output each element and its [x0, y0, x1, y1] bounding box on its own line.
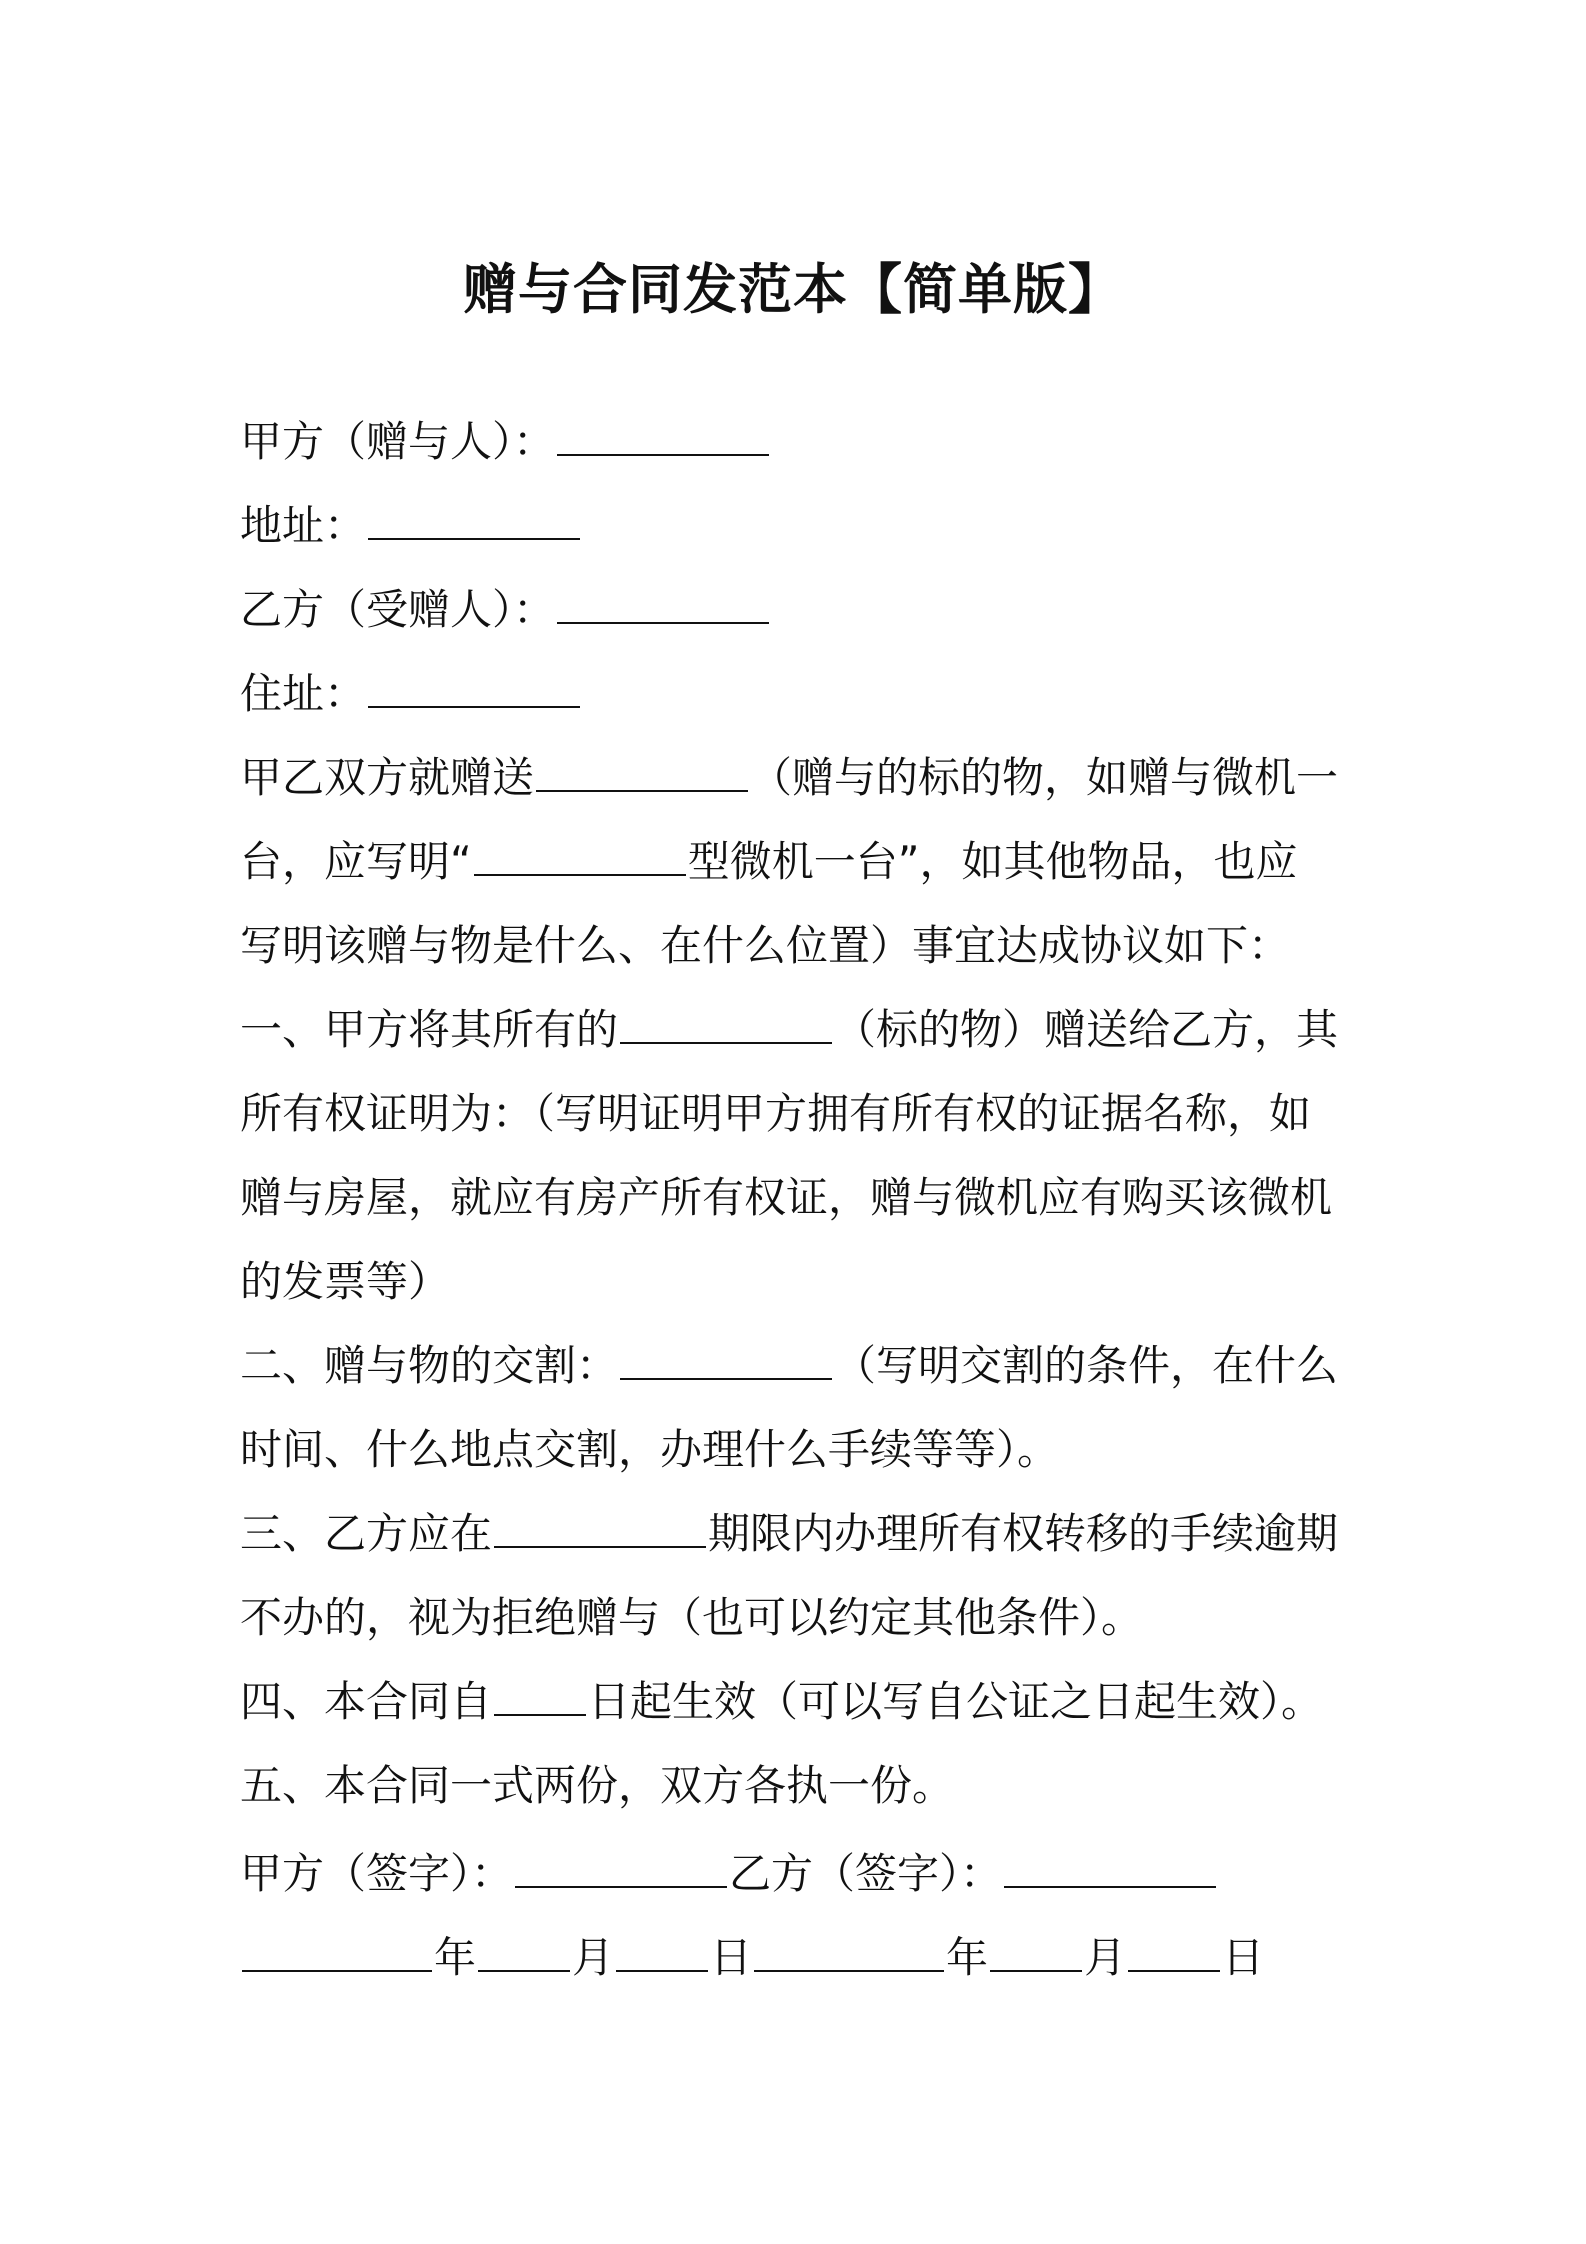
party-a-address-blank[interactable] [368, 504, 580, 540]
clause-1-line-1 [240, 988, 1355, 1072]
party-a-blank[interactable] [557, 420, 769, 456]
intro-text: 型微机一台”，如其他物品，也应 [687, 837, 1298, 886]
party-b-sign-blank[interactable] [1004, 1852, 1216, 1888]
day-label: 日 [710, 1933, 753, 1982]
year-label: 年 [946, 1933, 989, 1982]
clause-4-line [240, 1660, 1355, 1744]
intro-text: 台，应写明“ [240, 837, 472, 886]
gift-item-blank[interactable] [536, 756, 748, 792]
party-a-year-blank[interactable] [242, 1936, 432, 1972]
document-body [240, 400, 1355, 2000]
day-label: 日 [1222, 1933, 1265, 1982]
clause-text: 日起生效（可以写自公证之日起生效）。 [588, 1677, 1324, 1726]
party-b-month-blank[interactable] [990, 1936, 1082, 1972]
clause-3-line-2 [240, 1576, 1355, 1660]
party-a-day-blank[interactable] [616, 1936, 708, 1972]
party-a-address-label: 地址： [240, 501, 367, 550]
party-b-address-label: 住址： [240, 669, 367, 718]
clause-text: 赠与房屋，就应有房产所有权证，赠与微机应有购买该微机 [240, 1173, 1333, 1222]
signature-line [240, 1832, 1355, 1916]
clause-5-line [240, 1744, 1355, 1828]
clause-text: 三、乙方应在 [240, 1509, 493, 1558]
intro-line-1 [240, 736, 1355, 820]
clause-text: 四、本合同自 [240, 1677, 493, 1726]
party-b-line [240, 568, 1355, 652]
intro-text: 甲乙双方就赠送 [240, 753, 535, 802]
clause-2-line-2 [240, 1408, 1355, 1492]
party-b-label: 乙方（受赠人）： [240, 585, 556, 634]
clause-text: 所有权证明为：（写明证明甲方拥有所有权的证据名称，如 [240, 1089, 1312, 1138]
clause-1-blank[interactable] [620, 1008, 832, 1044]
month-label: 月 [1084, 1933, 1127, 1982]
clause-text: 一、甲方将其所有的 [240, 1005, 619, 1054]
clause-text: （写明交割的条件，在什么 [834, 1341, 1339, 1390]
date-line [240, 1916, 1355, 2000]
party-a-sign-blank[interactable] [515, 1852, 727, 1888]
month-label: 月 [572, 1933, 615, 1982]
party-a-line [240, 400, 1355, 484]
clause-text: 的发票等） [240, 1257, 451, 1306]
clause-3-blank[interactable] [494, 1512, 706, 1548]
clause-2-blank[interactable] [620, 1344, 832, 1380]
clause-1-line-4 [240, 1240, 1355, 1324]
clause-text: 二、赠与物的交割： [240, 1341, 619, 1390]
model-blank[interactable] [474, 840, 686, 876]
clause-text: 时间、什么地点交割，办理什么手续等等）。 [240, 1425, 1060, 1474]
clause-text: （标的物）赠送给乙方，其 [834, 1005, 1339, 1054]
year-label: 年 [434, 1933, 477, 1982]
party-b-sign-label: 乙方（签字）： [729, 1849, 1003, 1898]
party-a-month-blank[interactable] [478, 1936, 570, 1972]
party-b-address-line [240, 652, 1355, 736]
party-b-address-blank[interactable] [368, 672, 580, 708]
clause-text: 不办的，视为拒绝赠与（也可以约定其他条件）。 [240, 1593, 1144, 1642]
intro-text: （赠与的标的物，如赠与微机一 [750, 753, 1339, 802]
clause-1-line-3 [240, 1156, 1355, 1240]
clause-4-blank[interactable] [494, 1680, 586, 1716]
party-a-address-line [240, 484, 1355, 568]
party-b-year-blank[interactable] [754, 1936, 944, 1972]
clause-2-line-1 [240, 1324, 1355, 1408]
intro-text: 写明该赠与物是什么、在什么位置）事宜达成协议如下： [240, 921, 1291, 970]
clause-3-line-1 [240, 1492, 1355, 1576]
intro-line-2 [240, 820, 1355, 904]
clause-text: 期限内办理所有权转移的手续逾期 [708, 1509, 1339, 1558]
party-a-label: 甲方（赠与人）： [240, 417, 556, 466]
party-b-day-blank[interactable] [1128, 1936, 1220, 1972]
intro-line-3 [240, 904, 1355, 988]
clause-text: 五、本合同一式两份，双方各执一份。 [240, 1761, 955, 1810]
document-title: 赠与合同发范本【简单版】 [463, 258, 1123, 321]
clause-1-line-2 [240, 1072, 1355, 1156]
party-b-blank[interactable] [557, 588, 769, 624]
party-a-sign-label: 甲方（签字）： [240, 1849, 514, 1898]
